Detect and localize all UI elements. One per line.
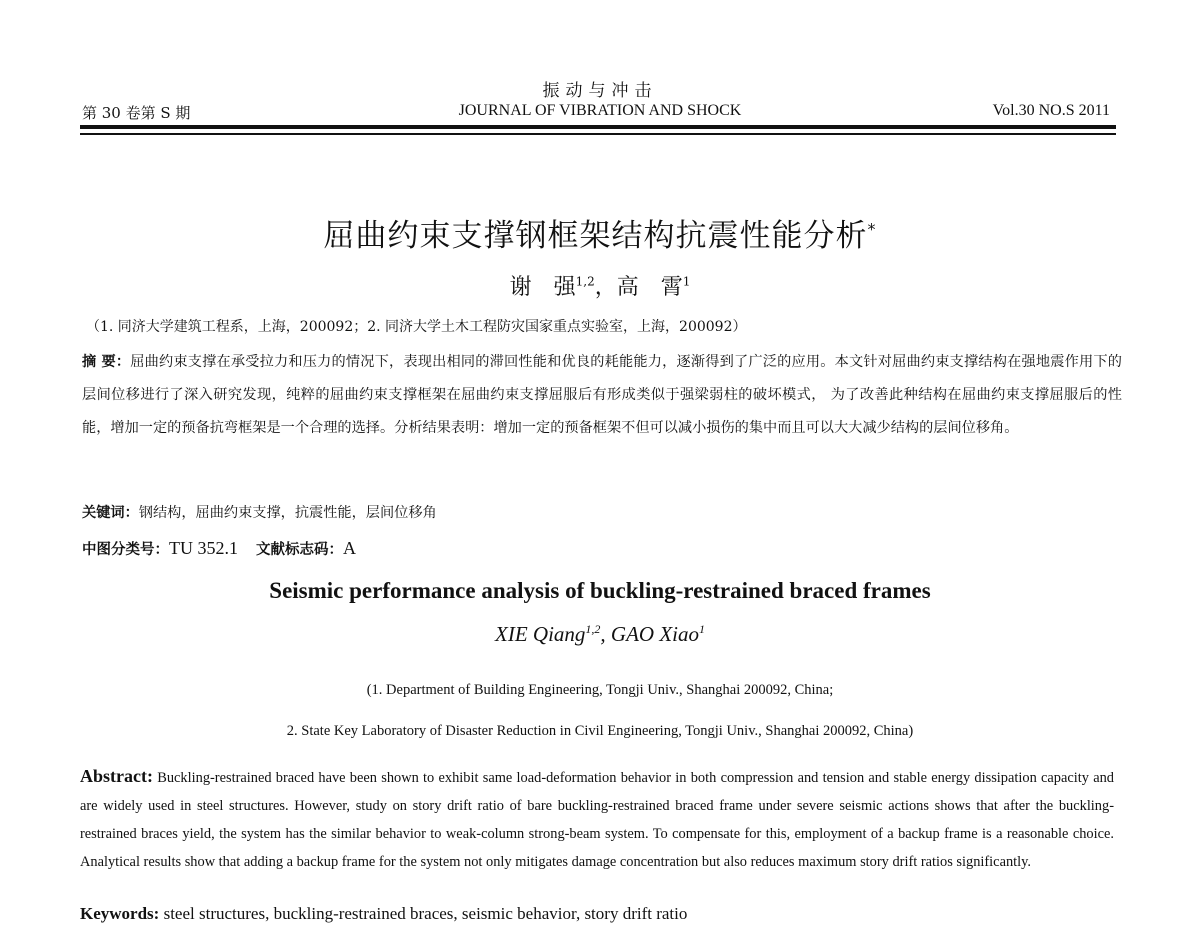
keywords-en-text: steel structures, buckling-restrained braces, seismic behavior, story drift ratio [163, 904, 688, 923]
affiliation-en-line-1: (1. Department of Building Engineering, Tongji Univ., Shanghai 200092, China; [366, 682, 834, 698]
volume-en: Vol.30 NO.S 2011 [992, 102, 1110, 119]
abstract-en-label: Abstract: [80, 766, 153, 786]
volume-cn: 第 30 卷第 S 期 [82, 104, 191, 122]
authors-cn [0, 270, 1200, 301]
affiliation-en-line-2: 2. State Key Laboratory of Disaster Reduction in Civil Engineering, Tongji Univ., Shanghai 200092, China) [286, 723, 914, 739]
affiliation-cn: （1. 同济大学建筑工程系，上海，200092；2. 同济大学土木工程防灾国家重点实验室，上海，200092） [86, 319, 747, 335]
author-separator-cn: ， [594, 275, 617, 300]
journal-title-cn: 振动与冲击 [542, 81, 658, 101]
paper-title-en: Seismic performance analysis of buckling-restrained braced frames [269, 578, 931, 603]
header-rule-thin [80, 133, 1116, 135]
keywords-en [80, 904, 687, 924]
abstract-en-text: Buckling-restrained braced have been shown to exhibit same load-deformation behavior in both compression and tension and stable energy dissipation capacity and are widely used in steel structures. However, study on story drift ratio of bare buckling-restrained braced frame under severe seismic actions shows that after the buckling-restrained braces yield, the system has the similar behavior to weak-column strong-beam system. To compensate for this, employment of a backup frame is a reasonable choice. Analytical results show that adding a backup frame for the system not only mitigates damage concentration but also reduces maximum story drift ratios significantly. [80, 770, 1114, 870]
author-1-affil-en: 1,2 [585, 622, 601, 636]
author-2-affil-en: 1 [698, 622, 705, 636]
clc-label: 中图分类号： [82, 542, 169, 558]
paper-title-cn [0, 210, 1200, 255]
author-1-name-cn: 谢 强 [509, 275, 576, 300]
keywords-en-label: Keywords: [80, 904, 160, 923]
doc-code-value: A [343, 538, 356, 558]
author-1-affil-cn: 1,2 [575, 274, 595, 289]
keywords-cn-label: 关键词： [82, 505, 139, 521]
header-rule-thick [80, 125, 1116, 129]
abstract-en [80, 762, 1114, 876]
author-2-name-cn: 高 霄 [616, 275, 683, 300]
authors-en [0, 622, 1200, 647]
keywords-cn [82, 502, 437, 522]
classification-line [82, 538, 356, 559]
author-2-affil-cn: 1 [682, 274, 691, 289]
keywords-cn-text: 钢结构，屈曲约束支撑，抗震性能，层间位移角 [138, 505, 437, 521]
paper-title-cn-text: 屈曲约束支撑钢框架结构抗震性能分析 [323, 218, 868, 254]
author-1-name-en: XIE Qiang [495, 622, 586, 646]
doc-code-label: 文献标志码： [256, 542, 343, 558]
abstract-cn-label: 摘 要： [82, 354, 131, 370]
title-footnote-mark: * [867, 219, 877, 239]
clc-value: TU 352.1 [169, 538, 238, 558]
abstract-cn-text: 屈曲约束支撑在承受拉力和压力的情况下，表现出相同的滞回性能和优良的耗能能力，逐渐得到了广泛的应用。本文针对屈曲约束支撑结构在强地震作用下的层间位移进行了深入研究发现，纯粹的屈曲约束支撑框架在屈曲约束支撑屈服后有形成类似于强梁弱柱的破坏模式， 为了改善此种结构在屈曲约束支撑屈服后的性能，增加一定的预备抗弯框架是一个合理的选择。分析结果表明：增加一定的预备框架不但可以减小损伤的集中而且可以大大减少结构的层间位移角。 [82, 354, 1122, 436]
author-separator-en: , [600, 622, 611, 646]
journal-title-en: JOURNAL OF VIBRATION AND SHOCK [458, 102, 742, 119]
author-2-name-en: GAO Xiao [610, 622, 699, 646]
abstract-cn [82, 346, 1122, 445]
